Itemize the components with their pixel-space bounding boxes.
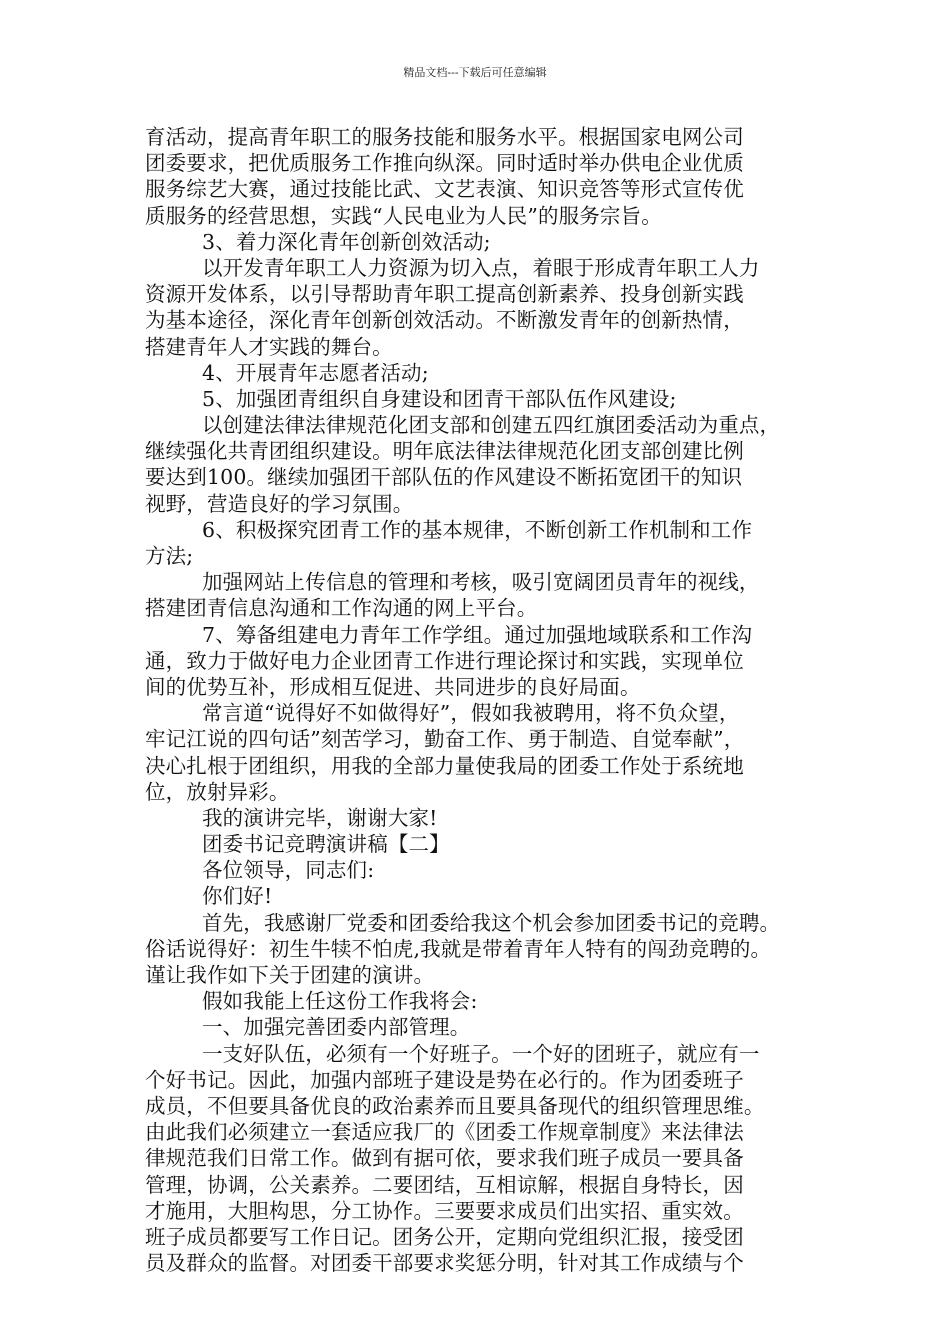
text-line: 资源开发体系，以引导帮助青年职工提高创新素养、投身创新实践 (145, 282, 744, 307)
text-line: 由此我们必须建立一套适应我厂的《团委工作规章制度》来法律法 (145, 1120, 744, 1145)
text-line: 才施用，大胆构思，分工协作。三要要求成员们出实招、重实效。 (145, 1198, 744, 1223)
text-line: 团委要求，把优质服务工作推向纵深。同时适时举办供电企业优质 (145, 151, 744, 176)
document-body (145, 124, 810, 1276)
text-line: 4、开展青年志愿者活动; (202, 360, 429, 385)
text-line: 间的优势互补，形成相互促进、共同进步的良好局面。 (145, 674, 641, 699)
text-line: 成员，不但要具备优良的政治素养而且要具备现代的组织管理思维。 (145, 1093, 765, 1118)
text-line: 质服务的经营思想，实践“人民电业为人民”的服务宗旨。 (145, 203, 662, 228)
text-line: 团委书记竞聘演讲稿【二】 (202, 832, 450, 857)
text-line: 各位领导，同志们: (202, 858, 375, 883)
text-line: 决心扎根于团组织，用我的全部力量使我局的团委工作处于系统地 (145, 753, 744, 778)
text-line: 服务综艺大赛，通过技能比武、文艺表演、知识竞答等形式宣传优 (145, 177, 744, 202)
text-line: 员及群众的监督。对团委干部要求奖惩分明，针对其工作成绩与个 (145, 1251, 744, 1276)
text-line: 要达到100。继续加强团干部队伍的作风建设不断拓宽团干的知识 (145, 465, 743, 490)
text-line: 位，放射异彩。 (145, 779, 290, 804)
text-line: 首先，我感谢厂党委和团委给我这个机会参加团委书记的竞聘。 (202, 910, 781, 935)
text-line: 一、加强完善团委内部管理。 (202, 1015, 471, 1040)
text-line: 为基本途径，深化青年创新创效活动。不断激发青年的创新热情， (145, 308, 744, 333)
text-line: 以开发青年职工人力资源为切入点，着眼于形成青年职工人力 (202, 255, 760, 280)
text-line: 加强网站上传信息的管理和考核，吸引宽阔团员青年的视线， (202, 570, 760, 595)
text-line: 我的演讲完毕，谢谢大家! (202, 805, 438, 830)
text-line: 5、加强团青组织自身建设和团青干部队伍作风建设; (202, 386, 677, 411)
page-header: 精品文档---下载后可任意编辑 (403, 66, 547, 79)
text-line: 牢记江说的四句话”刻苦学习，勤奋工作、勇于制造、自觉奉献”， (145, 727, 745, 752)
text-line: 谨让我作如下关于团建的演讲。 (145, 963, 435, 987)
text-line: 视野，营造良好的学习氛围。 (145, 491, 414, 516)
text-line: 班子成员都要写工作日记。团务公开，定期向党组织汇报，接受团 (145, 1224, 744, 1249)
text-line: 常言道“说得好不如做得好”，假如我被聘用，将不负众望， (202, 701, 740, 726)
text-line: 7、筹备组建电力青年工作学组。通过加强地域联系和工作沟 (202, 622, 753, 647)
text-line: 一支好队伍，必须有一个好班子。一个好的团班子，就应有一 (202, 1041, 760, 1066)
text-line: 以创建法律法律规范化团支部和创建五四红旗团委活动为重点， (202, 413, 781, 438)
text-line: 管理，协调，公关素养。二要团结，互相谅解，根据自身特长，因 (145, 1172, 744, 1197)
text-line: 个好书记。因此，加强内部班子建设是势在必行的。作为团委班子 (145, 1067, 744, 1092)
text-line: 通，致力于做好电力企业团青工作进行理论探讨和实践，实现单位 (145, 648, 744, 673)
text-line: 律规范我们日常工作。做到有据可依，要求我们班子成员一要具备 (145, 1146, 744, 1171)
text-line: 俗话说得好：初生牛犊不怕虎,我就是带着青年人特有的闯劲竞聘的。 (145, 936, 772, 961)
text-line: 假如我能上任这份工作我将会: (202, 989, 478, 1014)
text-line: 你们好! (202, 884, 273, 909)
text-line: 6、积极探究团青工作的基本规律，不断创新工作机制和工作 (202, 517, 753, 542)
text-line: 育活动，提高青年职工的服务技能和服务水平。根据国家电网公司 (145, 125, 744, 149)
text-line: 搭建团青信息沟通和工作沟通的网上平台。 (145, 596, 538, 621)
text-line: 3、着力深化青年创新创效活动; (202, 229, 491, 254)
text-line: 方法; (145, 544, 194, 568)
text-line: 搭建青年人才实践的舞台。 (145, 334, 393, 359)
text-line: 继续强化共青团组织建设。明年底法律法律规范化团支部创建比例 (145, 439, 744, 464)
